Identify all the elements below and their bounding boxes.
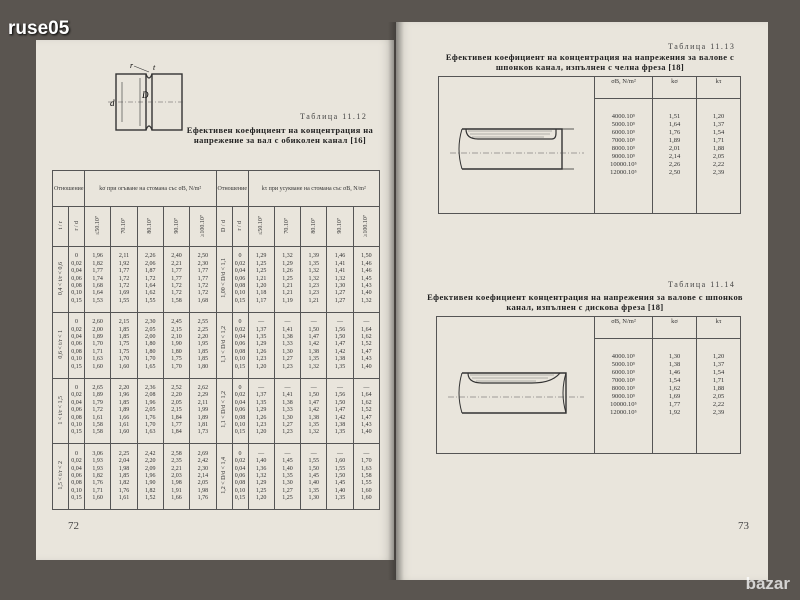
table-11-13 [438,76,741,214]
table-11-14-number: Таблица 11.14 [668,280,736,289]
page-number-left: 72 [68,520,79,532]
table-11-12 [52,170,380,510]
col-k-tau: kτ [697,317,741,339]
watermark: ruse05 [8,18,70,39]
figure-label-d: d [110,98,115,108]
header-tors-col: ≤50.10⁷ [248,207,274,247]
table-row: 4000.10⁵ 5000.10⁵ 6000.10⁵ 7000.10⁵ 8000.10⁵ 9000.10⁵ 10000.10⁵ 12000.10⁵ 1,30 1,38 1,46 1,54 1,62 1,69 1,77 1,92 1,20 1,37 1,54 1,71 1,88 2,05 2,22 2,39 [437,339,741,454]
table-11-12-title: Ефективен коефициент на концентрация на напрежение за вал с обиколен канал [16] [186,125,374,145]
book-gutter [388,22,404,580]
page-number-right: 73 [738,520,749,532]
shaft-groove-figure [100,60,185,140]
table-11-14-title: Ефективен коефициент концентрация на напрежения за валове с шпонков канал, изпълнен с дискова фреза [18] [427,292,743,312]
col-k-tau: kτ [697,77,741,99]
header-t-r: t / r [53,207,69,247]
table-row: 0,4 < t/r < 0,6 0 0,02 0,04 0,06 0,08 0,10 0,15 1,96 1,82 1,77 1,74 1,68 1,64 1,53 2,11 1,92 1,77 1,72 1,72 1,69 1,55 2,26 2,06 1,87 1,72 1,64 1,62 1,55 2,40 2,21 1,77 1,77 1,72 1,72 1,58 2,50 2,30 1,77 1,77 1,72 1,72 1,68 1,00 < D/d < 1,1 0 0,02 0,04 0,06 0,08 0,10 0,15 1,29 1,25 1,25 1,21 1,20 1,18 1,17 1,32 1,29 1,26 1,25 1,21 1,21 1,19 1,39 1,35 1,32 1,32 1,23 1,23 1,21 1,46 1,41 1,41 1,32 1,30 1,27 1,27 1,50 1,46 1,46 1,45 1,43 1,40 1,32 [53,247,380,313]
header-tors-col: 80.10⁷ [301,207,327,247]
table-11-12-number: Таблица 11.12 [300,112,368,121]
figure-label-t: t [153,63,156,72]
keyway-diskmill-figure-cell [437,317,595,454]
header-bending: kσ при огъване на стомана със σB, N/m² [85,171,216,207]
table-11-14 [436,316,741,454]
header-torsion: kτ при усукване на стомана със σB, N/m² [248,171,379,207]
header-ratio-2: Отношение [216,171,248,207]
keyway-endmill-figure [444,99,590,189]
col-sigma: σB, N/m² [595,317,653,339]
header-D-d: D / d [216,207,232,247]
table-row: 1 < t/r < 1,5 0 0,02 0,04 0,06 0,08 0,10 0,15 2,65 1,89 1,79 1,72 1,61 1,58 1,58 2,20 1,96 1,85 1,89 1,66 1,61 1,60 2,36 2,08 1,96 2,05 1,76 1,70 1,63 2,52 2,20 2,05 2,15 1,84 1,77 1,84 2,62 2,29 2,11 1,99 1,89 1,81 1,73 1,1 < D/d < 1,2 0 0,02 0,04 0,06 0,08 0,10 0,15 — 1,37 1,35 1,29 1,26 1,23 1,20 — 1,41 1,38 1,33 1,30 1,27 1,23 — 1,50 1,47 1,42 1,38 1,35 1,32 — 1,56 1,50 1,47 1,42 1,38 1,35 — 1,64 1,62 1,52 1,47 1,43 1,40 [53,378,380,444]
col-sigma: σB, N/m² [595,77,653,99]
header-bend-col: 70.10⁷ [111,207,137,247]
table-row: 4000.10⁵ 5000.10⁵ 6000.10⁵ 7000.10⁵ 8000.10⁵ 9000.10⁵ 10000.10⁵ 12000.10⁵ 1,51 1,64 1,76 1,89 2,01 2,14 2,26 2,50 1,20 1,37 1,54 1,71 1,88 2,05 2,22 2,39 [439,99,741,214]
figure-label-r: r [130,61,134,70]
col-k-sigma: kσ [653,77,697,99]
header-ratio: Отношение [53,171,85,207]
header-r-d-2: r / d [232,207,248,247]
header-bend-col: 90.10⁷ [163,207,189,247]
header-tors-col: 90.10⁷ [327,207,353,247]
header-r-d: r / d [69,207,85,247]
site-logo: bazar [745,574,790,593]
header-bend-col: ≥100.10⁷ [190,207,216,247]
header-bend-col: 80.10⁷ [137,207,163,247]
table-row: 0,6 < t/r < 1 0 0,02 0,04 0,06 0,08 0,10 0,15 2,60 2,00 1,89 1,70 1,71 1,63 1,60 2,15 1,85 1,85 1,75 1,75 1,70 1,60 2,30 2,05 2,00 1,80 1,80 1,70 1,65 2,45 2,15 2,10 1,90 1,80 1,75 1,70 2,55 2,25 2,20 1,95 1,85 1,85 1,80 1,1 < D/d < 1,2 0 0,02 0,04 0,06 0,08 0,10 0,15 — 1,37 1,35 1,29 1,26 1,23 1,20 — 1,41 1,38 1,33 1,30 1,27 1,23 — 1,50 1,47 1,42 1,38 1,35 1,32 — 1,56 1,50 1,47 1,42 1,38 1,35 — 1,64 1,62 1,52 1,47 1,43 1,40 [53,312,380,378]
keyway-endmill-figure-cell [439,77,595,214]
header-bend-col: ≤50.10⁷ [85,207,111,247]
header-tors-col: ≥100.10⁷ [353,207,379,247]
header-tors-col: 70.10⁷ [274,207,300,247]
figure-label-D: D [142,90,149,100]
col-k-sigma: kσ [653,317,697,339]
keyway-diskmill-figure [442,339,590,429]
table-row: 1,5 < t/r < 2 0 0,02 0,04 0,06 0,08 0,10 0,15 3,06 1,93 1,93 1,82 1,76 1,71 1,60 2,25 2,04 1,98 1,85 1,82 1,76 1,61 2,42 2,20 2,09 1,96 1,90 1,82 1,52 2,58 2,35 2,21 2,03 1,98 1,91 1,66 2,69 2,42 2,30 2,14 2,05 1,98 1,76 1,2 < D/d < 1,4 0 0,02 0,04 0,06 0,08 0,10 0,15 — 1,40 1,36 1,32 1,29 1,25 1,20 — 1,45 1,40 1,35 1,30 1,27 1,25 — 1,55 1,50 1,45 1,40 1,35 1,30 — 1,60 1,55 1,50 1,45 1,40 1,35 — 1,70 1,63 1,58 1,55 1,60 1,60 [53,444,380,510]
table-11-13-title: Ефективен коефициент на концентрация на напрежения за валове с шпонков канал, изпълнен с челна фреза [18] [445,52,735,72]
table-11-13-number: Таблица 11.13 [668,42,736,51]
